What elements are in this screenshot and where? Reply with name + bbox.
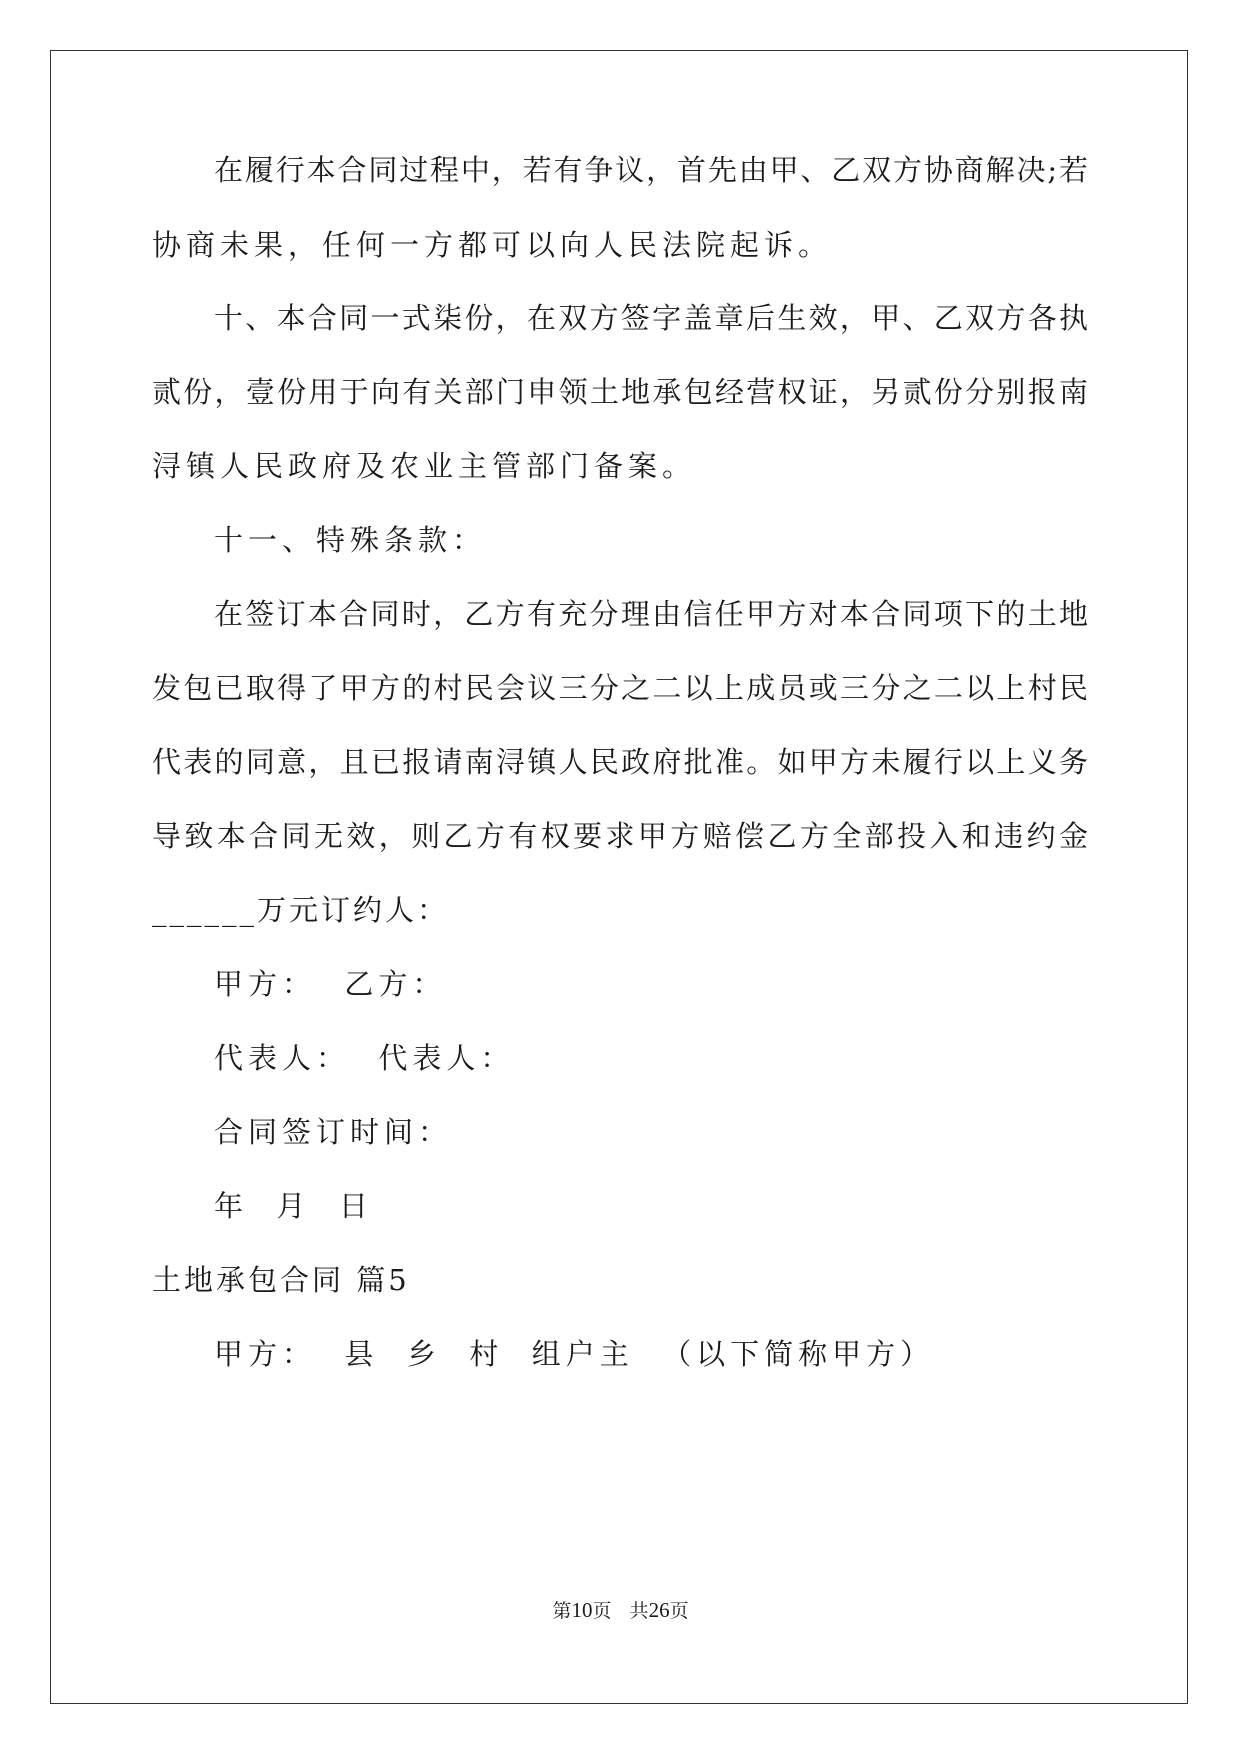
party-a-line: 甲方： 县 乡 村 组户主 （以下简称甲方） [214,1337,935,1371]
paragraph-line: 十、本合同一式柒份，在双方签字盖章后生效，甲、乙双方各执 [214,301,1088,335]
paragraph-line: 协商未果，任何一方都可以向人民法院起诉。 [152,228,833,262]
page-prefix: 第 [552,1600,572,1622]
paragraph-line: 在履行本合同过程中，若有争议，首先由甲、乙双方协商解决;若 [214,153,1088,187]
page-total: 26 [648,1598,670,1622]
page-current: 10 [571,1598,593,1622]
page-number-footer [0,1597,1241,1624]
contract-section-title: 土地承包合同 篇5 [152,1263,410,1297]
signing-date-label: 合同签订时间： [214,1115,453,1149]
paragraph-line: 导致本合同无效，则乙方有权要求甲方赔偿乙方全部投入和违约金 [152,819,1088,853]
paragraph-line: 在签订本合同时，乙方有充分理由信任甲方对本合同项下的土地 [214,597,1088,631]
paragraph-line: 代表的同意，且已报请南浔镇人民政府批准。如甲方未履行以上义务 [152,745,1088,779]
paragraph-line: 发包已取得了甲方的村民会议三分之二以上成员或三分之二以上村民 [152,671,1088,705]
paragraph-line: ______万元订约人： [152,893,450,927]
page-suffix: 页 [669,1600,689,1622]
signing-date-fields: 年 月 日 [214,1189,373,1223]
page-mid: 页 共 [592,1600,649,1622]
paragraph-line: 贰份，壹份用于向有关部门申领土地承包经营权证，另贰份分别报南 [152,375,1088,409]
paragraph-line: 浔镇人民政府及农业主管部门备案。 [152,449,697,483]
signature-party-line: 甲方： 乙方： [214,967,447,1001]
signature-representative-line: 代表人： 代表人： [214,1041,515,1075]
section-heading: 十一、特殊条款： [214,523,487,557]
